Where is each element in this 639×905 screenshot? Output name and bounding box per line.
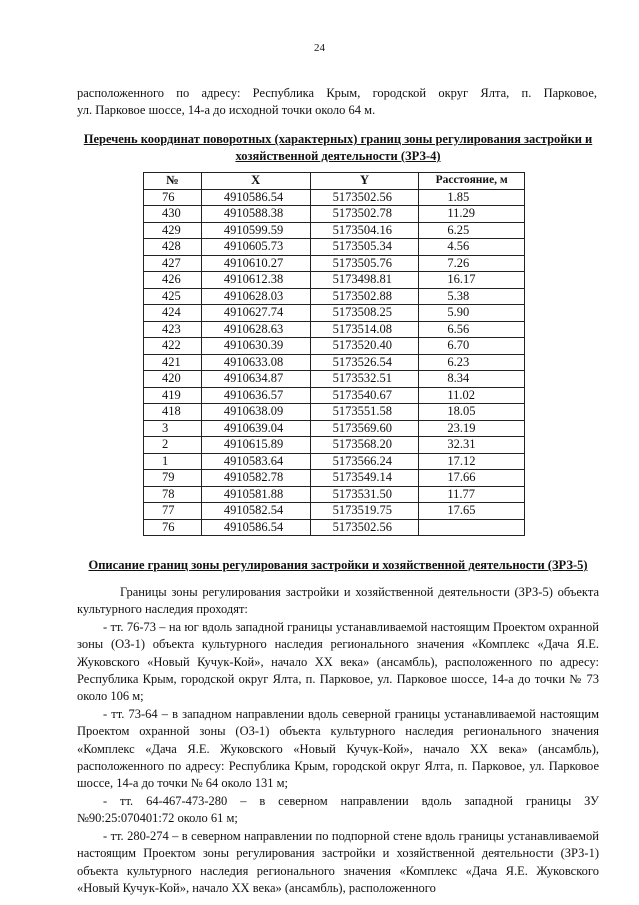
cell-number: 429 — [144, 222, 202, 239]
table-row — [144, 321, 525, 338]
cell-y: 5173502.56 — [310, 519, 419, 536]
cell-x: 4910634.87 — [201, 371, 310, 388]
cell-distance: 6.56 — [419, 321, 525, 338]
cell-number: 418 — [144, 404, 202, 421]
table-row — [144, 338, 525, 355]
cell-number: 1 — [144, 453, 202, 470]
table-row — [144, 420, 525, 437]
table-row — [144, 519, 525, 536]
cell-y: 5173504.16 — [310, 222, 419, 239]
cell-number: 422 — [144, 338, 202, 355]
table-row — [144, 189, 525, 206]
cell-y: 5173540.67 — [310, 387, 419, 404]
cell-number: 430 — [144, 206, 202, 223]
cell-number: 78 — [144, 486, 202, 503]
cell-x: 4910605.73 — [201, 239, 310, 256]
cell-y: 5173514.08 — [310, 321, 419, 338]
table-row — [144, 453, 525, 470]
coordinates-table — [143, 172, 525, 536]
cell-number: 76 — [144, 189, 202, 206]
cell-x: 4910628.63 — [201, 321, 310, 338]
cell-distance: 5.38 — [419, 288, 525, 305]
cell-y: 5173505.76 — [310, 255, 419, 272]
cell-distance: 7.26 — [419, 255, 525, 272]
table-row — [144, 354, 525, 371]
cell-distance: 17.65 — [419, 503, 525, 520]
cell-y: 5173502.78 — [310, 206, 419, 223]
intro-line-2: ул. Парковое шоссе, 14-а до исходной точки около 64 м. — [77, 103, 376, 117]
cell-distance — [419, 519, 525, 536]
cell-number: 426 — [144, 272, 202, 289]
page-number: 24 — [314, 42, 325, 54]
cell-number: 425 — [144, 288, 202, 305]
list-item: - тт. 76-73 – на юг вдоль западной границы устанавливаемой настоящим Проектом охранной зоны (ОЗ-1) объекта культурного наследия регионального значения «Комплекс «Дача Я.Е. Жуковского «Новый Кучук-Кой», начало ХХ века» (ансамбль), расположенного по адресу: Республика Крым, городской округ Ялта, п. Парковое, ул. Парковое шоссе, 14-а до точки № 73 около 106 м; — [77, 619, 599, 704]
header-number: № — [144, 173, 202, 190]
cell-number: 76 — [144, 519, 202, 536]
list-item: - тт. 73-64 – в западном направлении вдоль северной границы устанавливаемой настоящим Проектом охранной зоны (ОЗ-1) объекта культурного наследия регионального значения «Комплекс «Дача Я.Е. Жуковского «Новый Кучук-Кой», начало ХХ века» (ансамбль), расположенного по адресу: Республика Крым, городской округ Ялта, п. Парковое, ул. Парковое шоссе, 14-а до точки № 64 около 131 м; — [77, 706, 599, 791]
cell-distance: 11.77 — [419, 486, 525, 503]
cell-y: 5173526.54 — [310, 354, 419, 371]
cell-y: 5173505.34 — [310, 239, 419, 256]
list-item: - тт. 280-274 – в северном направлении по подпорной стене вдоль границы устанавливаемой настоящим Проектом зоны регулирования застройки и хозяйственной деятельности (ЗРЗ-1) объекта культурного наследия регионального значения «Комплекс «Дача Я.Е. Жуковского «Новый Кучук-Кой», начало ХХ века» (ансамбль), расположенного — [77, 828, 599, 895]
header-y: Y — [310, 173, 419, 190]
list-item: - тт. 64-467-473-280 – в северном направлении вдоль западной границы ЗУ №90:25:070401:72 около 61 м; — [77, 793, 599, 826]
cell-x: 4910582.78 — [201, 470, 310, 487]
cell-y: 5173498.81 — [310, 272, 419, 289]
table-header-row — [144, 173, 525, 190]
cell-number: 77 — [144, 503, 202, 520]
table-row — [144, 470, 525, 487]
cell-distance: 6.23 — [419, 354, 525, 371]
cell-y: 5173502.88 — [310, 288, 419, 305]
cell-number: 420 — [144, 371, 202, 388]
cell-y: 5173532.51 — [310, 371, 419, 388]
cell-x: 4910636.57 — [201, 387, 310, 404]
header-distance: Расстояние, м — [419, 173, 525, 190]
header-x: X — [201, 173, 310, 190]
cell-x: 4910610.27 — [201, 255, 310, 272]
cell-distance: 17.66 — [419, 470, 525, 487]
cell-distance: 4.56 — [419, 239, 525, 256]
cell-distance: 5.90 — [419, 305, 525, 322]
cell-number: 427 — [144, 255, 202, 272]
table-row — [144, 239, 525, 256]
cell-x: 4910588.38 — [201, 206, 310, 223]
cell-y: 5173520.40 — [310, 338, 419, 355]
cell-distance: 11.29 — [419, 206, 525, 223]
cell-distance: 6.70 — [419, 338, 525, 355]
table-row — [144, 437, 525, 454]
cell-y: 5173502.56 — [310, 189, 419, 206]
table-row — [144, 503, 525, 520]
cell-x: 4910628.03 — [201, 288, 310, 305]
cell-number: 421 — [144, 354, 202, 371]
table-row — [144, 288, 525, 305]
cell-x: 4910630.39 — [201, 338, 310, 355]
table-row — [144, 206, 525, 223]
cell-x: 4910615.89 — [201, 437, 310, 454]
cell-y: 5173508.25 — [310, 305, 419, 322]
table-body — [144, 189, 525, 536]
cell-number: 424 — [144, 305, 202, 322]
cell-distance: 23.19 — [419, 420, 525, 437]
cell-number: 423 — [144, 321, 202, 338]
cell-y: 5173568.20 — [310, 437, 419, 454]
table-row — [144, 305, 525, 322]
cell-x: 4910581.88 — [201, 486, 310, 503]
section-heading-zrz4: Перечень координат поворотных (характерных) границ зоны регулирования застройки и хозяйственной деятельности (ЗРЗ-4) — [83, 132, 593, 163]
intro-paragraph — [77, 85, 597, 119]
cell-x: 4910599.59 — [201, 222, 310, 239]
cell-distance: 18.05 — [419, 404, 525, 421]
table-row — [144, 486, 525, 503]
table-row — [144, 371, 525, 388]
section-heading-zrz5: Описание границ зоны регулирования застройки и хозяйственной деятельности (ЗРЗ-5) — [88, 558, 588, 572]
table-row — [144, 255, 525, 272]
cell-distance: 16.17 — [419, 272, 525, 289]
cell-x: 4910639.04 — [201, 420, 310, 437]
cell-number: 2 — [144, 437, 202, 454]
cell-distance: 17.12 — [419, 453, 525, 470]
cell-number: 3 — [144, 420, 202, 437]
cell-number: 419 — [144, 387, 202, 404]
cell-x: 4910633.08 — [201, 354, 310, 371]
table-row — [144, 404, 525, 421]
cell-distance: 1.85 — [419, 189, 525, 206]
intro-line-1: расположенного по адресу: Республика Крым, городской округ Ялта, п. Парковое, — [77, 86, 597, 100]
cell-distance: 32.31 — [419, 437, 525, 454]
cell-number: 428 — [144, 239, 202, 256]
cell-distance: 11.02 — [419, 387, 525, 404]
cell-x: 4910586.54 — [201, 519, 310, 536]
cell-x: 4910612.38 — [201, 272, 310, 289]
cell-y: 5173569.60 — [310, 420, 419, 437]
cell-distance: 8.34 — [419, 371, 525, 388]
cell-x: 4910586.54 — [201, 189, 310, 206]
cell-y: 5173549.14 — [310, 470, 419, 487]
cell-y: 5173531.50 — [310, 486, 419, 503]
table-row — [144, 387, 525, 404]
description-intro: Границы зоны регулирования застройки и хозяйственной деятельности (ЗРЗ-5) объекта культурного наследия проходят: — [77, 585, 599, 617]
table-row — [144, 222, 525, 239]
cell-number: 79 — [144, 470, 202, 487]
cell-distance: 6.25 — [419, 222, 525, 239]
cell-y: 5173566.24 — [310, 453, 419, 470]
cell-x: 4910583.64 — [201, 453, 310, 470]
cell-x: 4910627.74 — [201, 305, 310, 322]
description-text — [77, 584, 599, 897]
cell-y: 5173519.75 — [310, 503, 419, 520]
cell-x: 4910638.09 — [201, 404, 310, 421]
table-row — [144, 272, 525, 289]
cell-x: 4910582.54 — [201, 503, 310, 520]
cell-y: 5173551.58 — [310, 404, 419, 421]
